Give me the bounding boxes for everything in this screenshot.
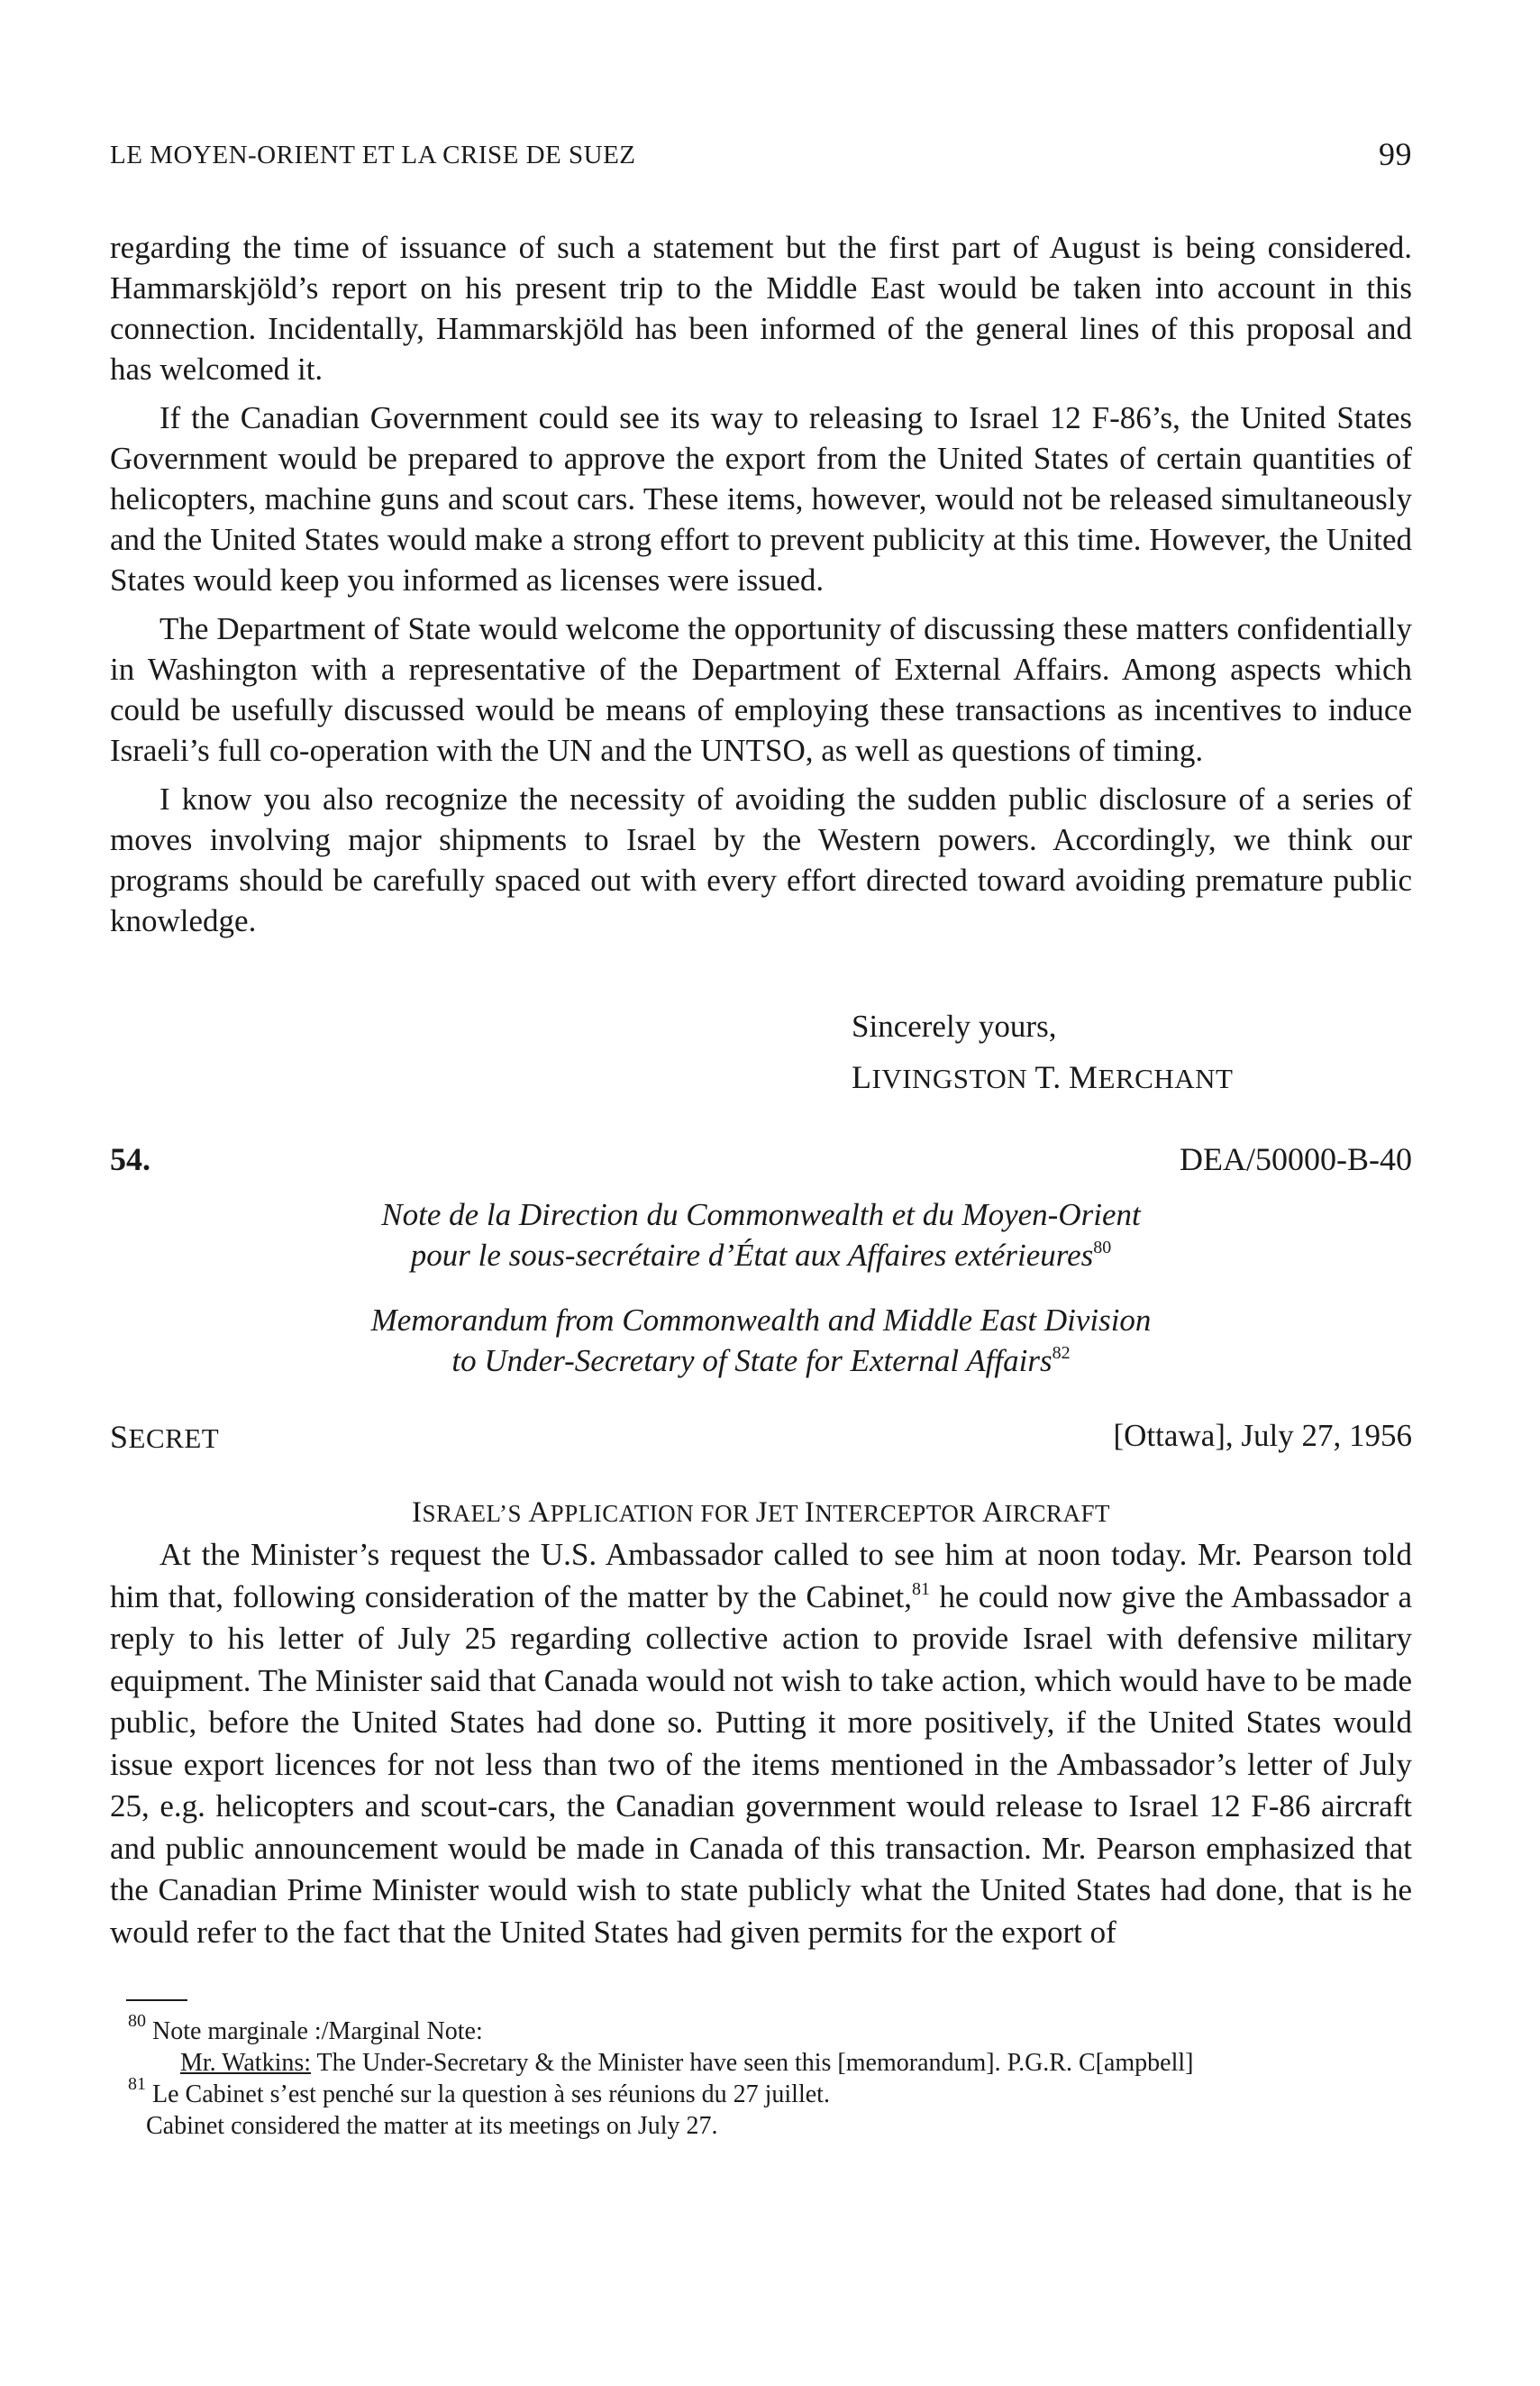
paragraph: The Department of State would welcome the opportunity of discussing these matters confidentially in Washington with a representative of the Department of External Affairs. Among aspects which could be usefully discussed would be means of employing these transactions as incentives to induce Israeli’s full co-operation with the UN and the UNTSO, as well as questions of timing. xyxy=(110,611,1412,768)
paragraph: At the Minister’s request the U.S. Ambassador called to see him at noon today. Mr. Pearson told him that, following consideration of the matter by the Cabinet,$^{81}$ he could now give the Ambassador a reply to his letter of July 25 regarding collective action to provide Israel with defensive military equipment. The Minister said that Canada would not wish to take action, which would have to be made public, before the United States had done so. Putting it more positively, if the United States would issue export licences for not less than two of the items mentioned in the Ambassador’s letter of July 25, e.g. helicopters and scout-cars, the Canadian government would release to Israel 12 F-86 aircraft and public announcement would be made in Canada of this transaction. Mr. Pearson emphasized that the Canadian Prime Minister would wish to state publicly what the United States had done, that is he would refer to the fact that the United States had given permits for the export of xyxy=(110,1537,1412,1950)
document-number-line xyxy=(110,1140,1412,1185)
running-head-title: LE MOYEN-ORIENT ET LA CRISE DE SUEZ xyxy=(110,141,636,169)
closing: Sincerely yours, xyxy=(852,1009,1057,1044)
paragraph: If the Canadian Government could see its way to releasing to Israel 12 F-86’s, the United States Government would be prepared to approve the export from the United States of certain quantities of helicopters, machine guns and scout cars. These items, however, would not be released simultaneously and the United States would make a strong effort to prevent publicity at this time. However, the United States would keep you informed as licenses were issued. xyxy=(110,400,1412,598)
paragraph: regarding the time of issuance of such a statement but the first part of August is being considered. Hammarskjöld’s report on his present trip to the Middle East would be taken into account in this connection. Incidentally, Hammarskjöld has been informed of the general lines of this proposal and has welcomed it. xyxy=(110,230,1412,387)
footnote-81: $^{81}$ Le Cabinet s’est penché sur la question à ses réunions du 27 juillet. xyxy=(128,2074,830,2108)
french-heading: Note de la Direction du Commonwealth et du Moyen-Orient pour le sous-secrétaire d’État aux Affaires extérieures$^{80}$ xyxy=(381,1197,1141,1273)
date-line: [Ottawa], July 27, 1956 xyxy=(1113,1418,1412,1453)
footnote-divider xyxy=(126,1999,187,2001)
footnote-ref: 80 xyxy=(1093,1238,1112,1257)
letter-continuation xyxy=(110,227,1412,941)
footnote-ref: 81 xyxy=(912,1578,931,1599)
footnote-80: $^{80}$ Note marginale :/Marginal Note: xyxy=(128,2011,483,2045)
footnote-ref: 82 xyxy=(1052,1343,1071,1363)
signature-name: LIVINGSTON T. MERCHANT xyxy=(852,1059,1234,1095)
english-heading: Memorandum from Commonwealth and Middle East Division to Under-Secretary of State for External Affairs$^{82}$ xyxy=(370,1303,1152,1378)
document-page xyxy=(110,0,1412,2386)
classification: SECRET xyxy=(110,1419,220,1455)
paragraph: I know you also recognize the necessity of avoiding the sudden public disclosure of a series of moves involving major shipments to Israel by the Western powers. Accordingly, we think our programs should be carefully spaced out with every effort directed toward avoiding premature public knowledge. xyxy=(110,782,1412,938)
running-head xyxy=(110,135,1412,171)
footnote-81-english: Cabinet considered the matter at its meetings on July 27. xyxy=(146,2112,718,2140)
subject-heading: ISRAEL’S APPLICATION FOR JET INTERCEPTOR AIRCRAFT xyxy=(412,1496,1110,1529)
page-number: 99 xyxy=(1379,136,1412,172)
footnotes xyxy=(128,2011,1408,2141)
document-number: 54. xyxy=(110,1141,150,1177)
file-reference: DEA/50000-B-40 xyxy=(1180,1141,1412,1177)
classification-date-line xyxy=(110,1418,1412,1463)
footnote-80-text: Mr. Watkins: The Under-Secretary & the Minister have seen this [memorandum]. P.G.R. C[ampbell] xyxy=(180,2049,1194,2077)
memorandum-body xyxy=(110,1534,1412,1953)
